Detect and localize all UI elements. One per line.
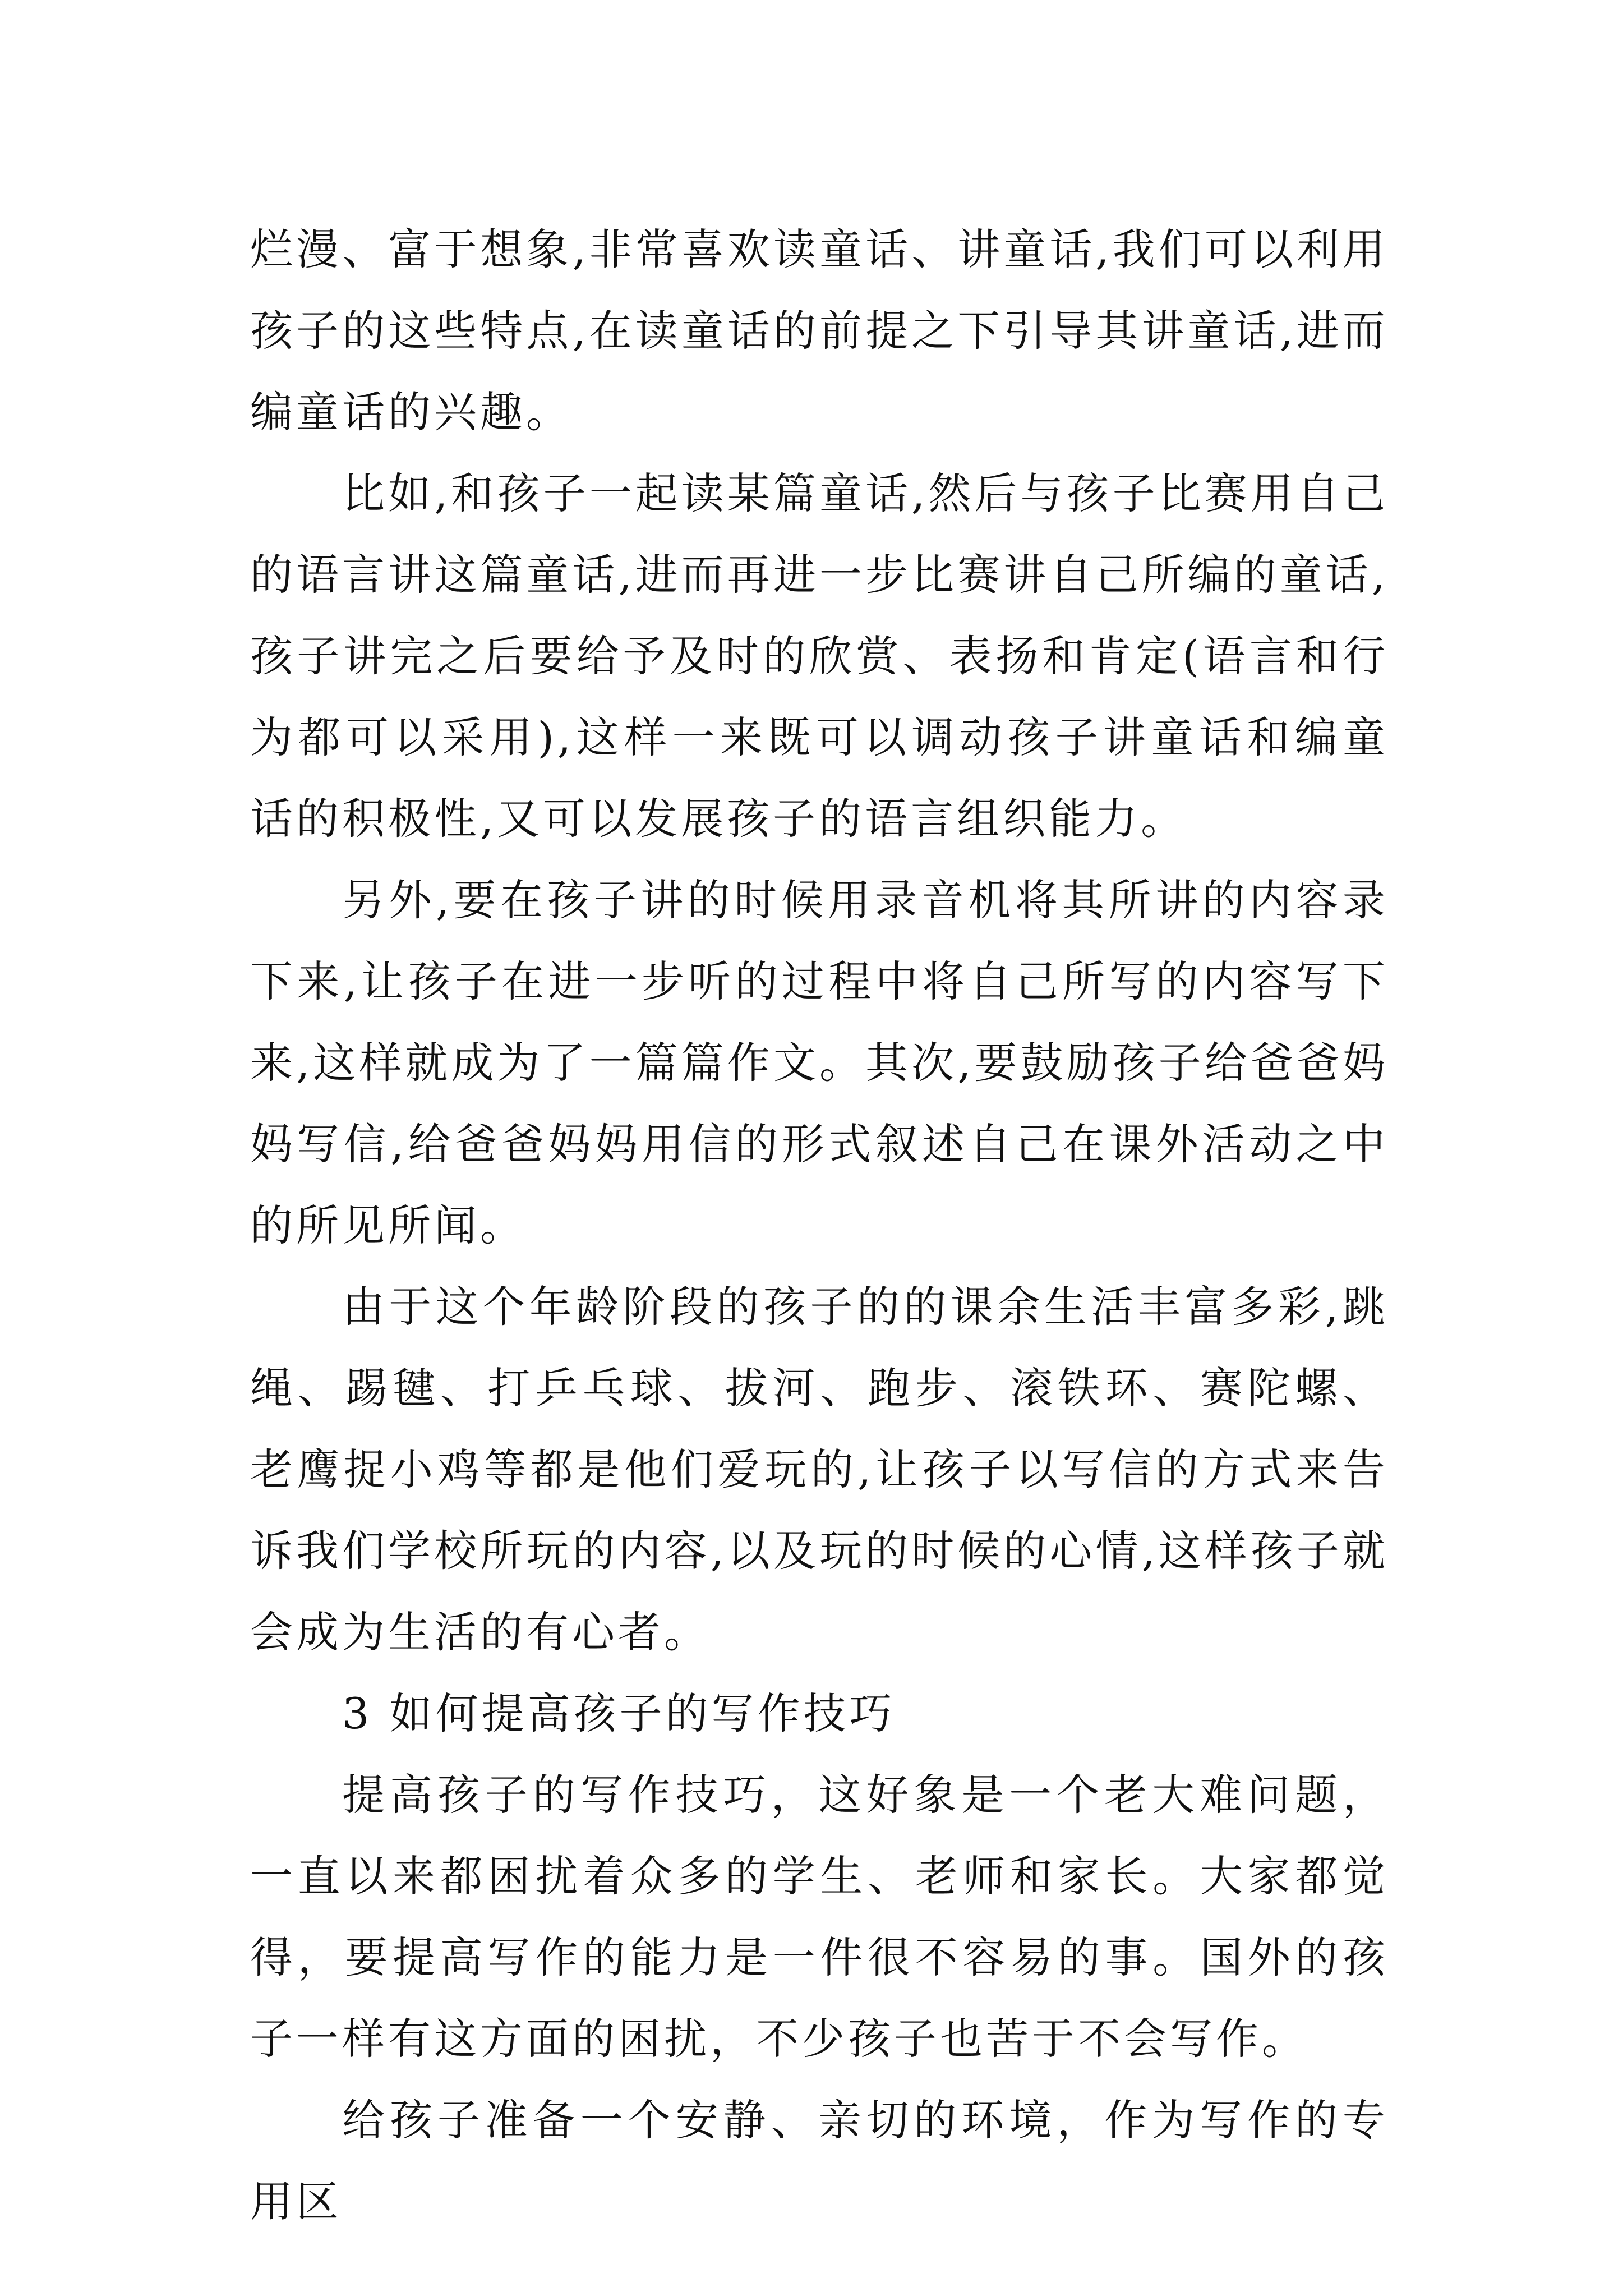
paragraph-6: 给孩子准备一个安静、亲切的环境，作为写作的专用区: [250, 2095, 1389, 2226]
paragraph-4: 由于这个年龄阶段的孩子的的课余生活丰富多彩,跳绳、踢毽、打乒乓球、拔河、跑步、滚铁环、赛陀螺、老鹰捉小鸡等都是他们爱玩的,让孩子以写信的方式来告诉我们学校所玩的内容,以及玩的时候的心情,这样孩子就会成为生活的有心者。: [250, 1282, 1389, 1657]
paragraph-2: 比如,和孩子一起读某篇童话,然后与孩子比赛用自己的语言讲这篇童话,进而再进一步比赛讲自己所编的童话,孩子讲完之后要给予及时的欣赏、表扬和肯定(语言和行为都可以采用),这样一来既可以调动孩子讲童话和编童话的积极性,又可以发展孩子的语言组织能力。: [250, 468, 1389, 844]
paragraph-1: 烂漫、富于想象,非常喜欢读童话、讲童话,我们可以利用孩子的这些特点,在读童话的前提之下引导其讲童话,进而编童话的兴趣。: [250, 224, 1389, 437]
section-heading: 3 如何提高孩子的写作技巧: [342, 1688, 896, 1738]
paragraph-5: 提高孩子的写作技巧，这好象是一个老大难问题，一直以来都困扰着众多的学生、老师和家长。大家都觉得，要提高写作的能力是一件很不容易的事。国外的孩子一样有这方面的困扰，不少孩子也苦于不会写作。: [250, 1770, 1389, 2064]
paragraph-3: 另外,要在孩子讲的时候用录音机将其所讲的内容录下来,让孩子在进一步听的过程中将自己所写的内容写下来,这样就成为了一篇篇作文。其次,要鼓励孩子给爸爸妈妈写信,给爸爸妈妈用信的形式叙述自己在课外活动之中的所见所闻。: [250, 875, 1389, 1250]
body-text: [250, 209, 1389, 2242]
